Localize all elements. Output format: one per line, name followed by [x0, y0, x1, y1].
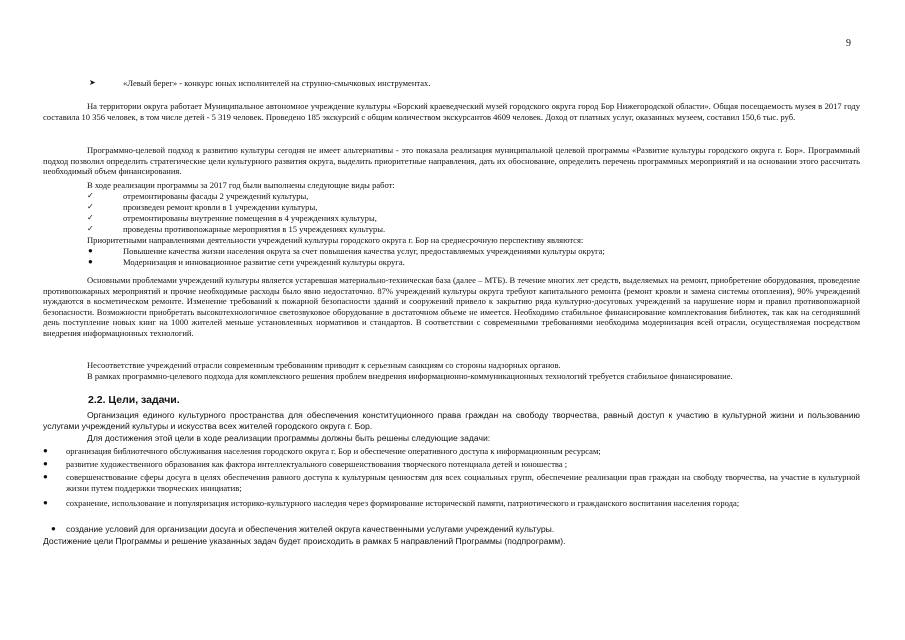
bullet-icon: ● [88, 257, 93, 266]
checkmark-icon: ✓ [87, 202, 94, 211]
task-list-item: ● развитие художественного образования как фактора интеллектуального совершенствования творческого потенциала детей и юношества ; [43, 459, 568, 469]
paragraph-ict: В рамках программно-целевого подхода для комплексного решения проблем внедрения информационно-коммуникационных технологий требуется стабильное финансирование. [87, 371, 733, 381]
bullet-icon: ● [51, 524, 56, 533]
paragraph-museum: На территории округа работает Муниципальное автономное учреждение культуры «Борский краеведческий музей городского округа город Бор Нижегородской области». Общая посещаемость музея в 2017 году составила 10 356 человек, в том числе детей - 5 319 человек. Проведено 185 экскурсий с общим количеством экскурсантов 4609 человек. Доход от платных услуг, оказанных музеем, составил 150,6 тыс. руб. [43, 101, 860, 122]
task-list-item: ● сохранение, использование и популяризация историко-культурного наследия через формирование исторической памяти, патриотического и гражданского воспитания населения города; [43, 498, 740, 508]
task-list-item: ● организация библиотечного обслуживания населения городского округа г. Бор и обеспечение оперативного доступа к информационным ресурсам; [43, 446, 601, 456]
bullet-icon: ● [88, 246, 93, 255]
task-list-item: ● совершенствование сферы досуга в целях обеспечения равного доступа к культурным ценностям для всех социальных групп, обеспечение реализации прав граждан на свободу творчества, на участие в культурной жизни путем поддержки творческих инициатив; [43, 472, 860, 493]
section-heading: 2.2. Цели, задачи. [88, 394, 180, 406]
bullet-icon: ● [43, 472, 48, 481]
paragraph-problems: Основными проблемами учреждений культуры является устаревшая материально-техническая база (далее – МТБ). В течение многих лет средств, выделяемых на ремонт, приобретение оборудования, проведение противопожарных мероприятий и прочие необходимые расходы было явно недостаточно. 87% учреждений культуры округа требуют капитального ремонта (ремонт кровли и замена системы отопления), 90% учреждений нуждаются в косметическом ремонте. Изменение требований к пожарной безопасности зданий и сооружений привело к закрытию ряда культурно-досуговых учреждений за нарушение норм и правил противопожарной безопасности. Возможности приобретать высокотехнологичное светозвуковое оборудование в достаточном объеме не имеется. Необходимо стабильное финансирование комплектования библиотек, так как на сегодняшний день поступление новых книг на 1000 жителей меньше установленных нормативов и стандартов. В соответствии с современными требованиями необходима модернизация всей отрасли, осуществляемая посредством внедрения информационных технологий. [43, 275, 860, 338]
checkmark-icon: ✓ [87, 224, 94, 233]
bullet-icon: ● [43, 459, 48, 468]
checkmark-icon: ✓ [87, 213, 94, 222]
bullet-icon: ● [43, 498, 48, 507]
paragraph-goal: Организация единого культурного пространства для обеспечения конституционного права граждан на свободу творчества, равный доступ к участию в культурной жизни и пользованию услугами учреждений культуры и искусства всех жителей городского округа г. Бор. [43, 410, 860, 431]
paragraph-program: Программно-целевой подход к развитию культуры сегодня не имеет альтернативы - это показала реализация муниципальной целевой программы «Развитие культуры городского округа г. Бор». Программный подход позволил определить стратегические цели культурного развития округа, выделить приоритетные направления, дать их обоснование, определить перечень программных мероприятий и на основании этого рассчитать необходимый объем финансирования. [43, 145, 860, 177]
page-number: 9 [846, 38, 851, 49]
bullet-icon: ● [43, 446, 48, 455]
document-page: 9 ➤ «Левый берег» - конкурс юных исполнителей на струнно-смычковых инструментах. На территории округа работает Муниципальное автономное учреждение культуры «Борский краеведческий музей городского округа город Бор Нижегородской области». Общая посещаемость музея в 2017 году составила 10 356 человек, в том числе детей - 5 319 человек. Проведено 185 экскурсий с общим количеством экскурсантов 4609 человек. Доход от платных услуг, оказанных музеем, составил 150,6 тыс. руб. Программно-целевой подход к развитию культуры сегодня не имеет альтернативы - это показала реализация муниципальной целевой программы «Развитие культуры городского округа г. Бор». Программный подход позволил определить стратегические цели культурного развития округа, выделить приоритетные направления, дать их обоснование, определить перечень программных мероприятий и на основании этого рассчитать необходимый объем финансирования. В ходе реализации программы за 2017 год были выполнены следующие виды работ: ✓ отремонтированы фасады 2 учреждений культуры, ✓ произведен ремонт кровли в 1 учреждении культуры, ✓ отремонтированы внутренние помещения в 4 учреждениях культуры, ✓ проведены противопожарные мероприятия в 15 учреждениях культуры. Приоритетными направлениями деятельности учреждений культуры городского округа г. Бор на среднесрочную перспективу являются: ● Повышение качества жизни населения округа за счет повышения качества услуг, предоставляемых учреждениями культуры округа; ● Модернизация и инновационное развитие сети учреждений культуры округа. Основными проблемами учреждений культуры является устаревшая материально-техническая база (далее – МТБ). В течение многих лет средств, выделяемых на ремонт, приобретение оборудования, проведение противопожарных мероприятий и прочие необходимые расходы было явно недостаточно. 87% учреждений культуры округа требуют капитального ремонта (ремонт кровли и замена системы отопления), 90% учреждений нуждаются в косметическом ремонте. Изменение требований к пожарной безопасности зданий и сооружений привело к закрытию ряда культурно-досуговых учреждений за нарушение норм и правил противопожарной безопасности. Возможности приобретать высокотехнологичное светозвуковое оборудование в достаточном объеме не имеется. Необходимо стабильное финансирование комплектования библиотек, так как на сегодняшний день поступление новых книг на 1000 жителей меньше установленных нормативов и стандартов. В соответствии с современными требованиями необходима модернизация всей отрасли, осуществляемая посредством внедрения информационных технологий. Несоответствие учреждений отрасли современным требованиям приводит к серьезным санкциям со стороны надзорных органов. В рамках программно-целевого подхода для комплексного решения проблем внедрения информационно-коммуникационных технологий требуется стабильное финансирование. 2.2. Цели, задачи. Организация единого культурного пространства для обеспечения конституционного права граждан на свободу творчества, равный доступ к участию в культурной жизни и пользованию услугами учреждений культуры и искусства всех жителей городского округа г. Бор. Для достижения этой цели в ходе реализации программы должны быть решены следующие задачи: ● организация библиотечного обслуживания населения городского округа г. Бор и обеспечение оперативного доступа к информационным ресурсам; ● развитие художественного образования как фактора интеллектуального совершенствования творческого потенциала детей и юношества ; ● совершенствование сферы досуга в целях обеспечения равного доступа к культурным ценностям для всех социальных групп, обеспечение реализации прав граждан на свободу творчества, на участие в культурной жизни путем поддержки творческих инициатив; ● сохранение, использование и популяризация историко-культурного наследия через формирование исторической памяти, патриотического и гражданского воспитания населения города; ● создание условий для организации досуга и обеспечения жителей округа качественными услугами учреждений культуры. Достижение цели Программы и решение указанных задач будет происходить в рамках 5 направлений Программы (подпрограмм). [43, 38, 860, 546]
arrow-bullet-icon: ➤ [89, 78, 96, 87]
checkmark-icon: ✓ [87, 191, 94, 200]
